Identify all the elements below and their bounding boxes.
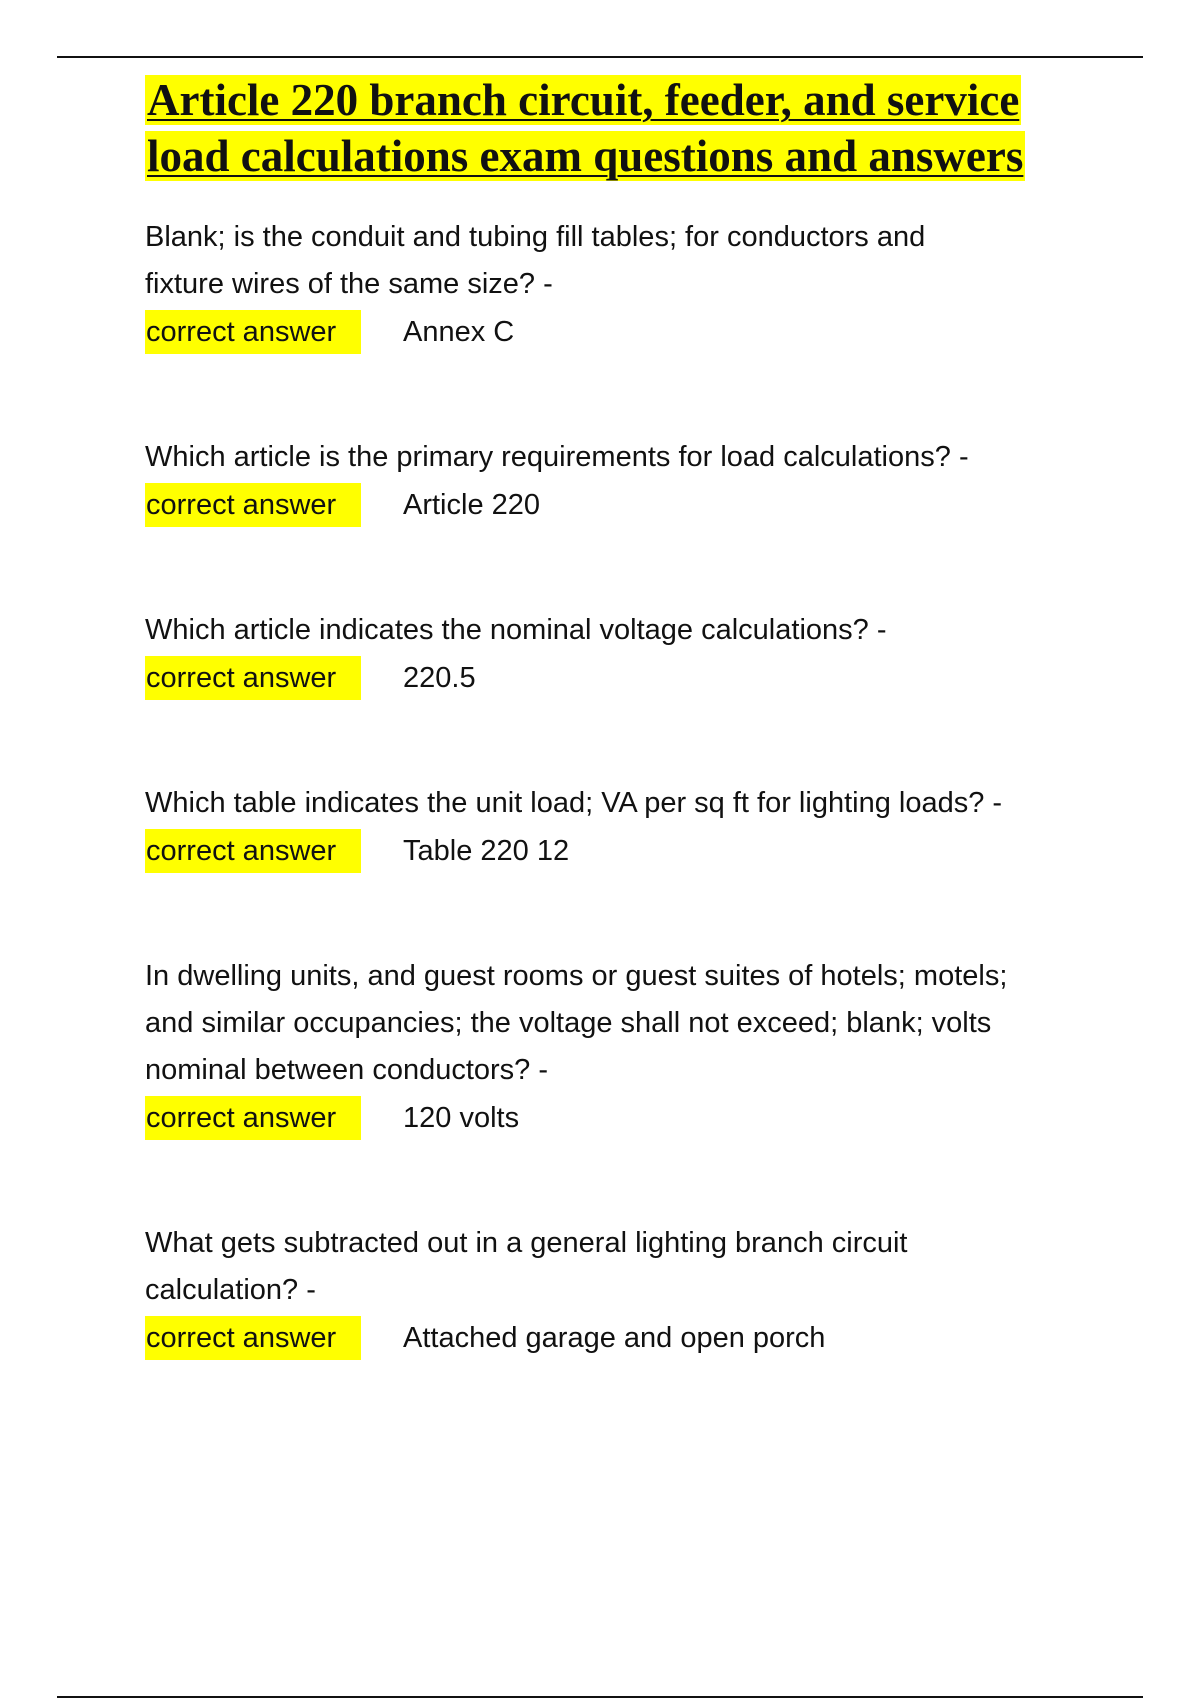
qa-item <box>145 607 1105 700</box>
question-text <box>145 953 1105 1094</box>
answer-row <box>145 829 1105 873</box>
question-line: What gets subtracted out in a general lighting branch circuit <box>145 1227 908 1259</box>
qa-item <box>145 780 1105 873</box>
answer-row <box>145 1096 1105 1140</box>
question-line: In dwelling units, and guest rooms or guest suites of hotels; motels; <box>145 960 1008 992</box>
question-line: and similar occupancies; the voltage shall not exceed; blank; volts <box>145 1007 992 1039</box>
answer-label: correct answer <box>145 310 361 354</box>
answer-text: 220.5 <box>403 662 476 694</box>
qa-item <box>145 953 1105 1140</box>
title-line-1: Article 220 branch circuit, feeder, and service <box>147 75 1020 125</box>
answer-text: Attached garage and open porch <box>403 1322 826 1354</box>
answer-text: Table 220 12 <box>403 835 570 867</box>
answer-row <box>145 1316 1105 1360</box>
answer-label: correct answer <box>145 483 361 527</box>
question-text <box>145 434 1105 481</box>
qa-item <box>145 434 1105 527</box>
answer-row <box>145 483 1105 527</box>
answer-row <box>145 656 1105 700</box>
question-line: nominal between conductors? - <box>145 1054 549 1086</box>
document-body <box>145 72 1105 1440</box>
answer-row <box>145 310 1105 354</box>
bottom-rule <box>57 1696 1143 1698</box>
question-line: Blank; is the conduit and tubing fill tables; for conductors and <box>145 221 926 253</box>
question-text <box>145 214 1105 308</box>
answer-label: correct answer <box>145 656 361 700</box>
question-text <box>145 1220 1105 1314</box>
answer-label: correct answer <box>145 1096 361 1140</box>
qa-list <box>145 214 1105 1360</box>
question-line: fixture wires of the same size? - <box>145 268 553 300</box>
answer-text: 120 volts <box>403 1102 520 1134</box>
question-line: Which article is the primary requirements for load calculations? - <box>145 441 969 473</box>
top-rule <box>57 56 1143 58</box>
title-line-2: load calculations exam questions and answers <box>147 131 1024 181</box>
question-line: Which table indicates the unit load; VA per sq ft for lighting loads? - <box>145 787 1003 819</box>
question-line: calculation? - <box>145 1274 316 1306</box>
answer-text: Annex C <box>403 316 515 348</box>
answer-label: correct answer <box>145 1316 361 1360</box>
question-text <box>145 780 1105 827</box>
answer-label: correct answer <box>145 829 361 873</box>
answer-text: Article 220 <box>403 489 541 521</box>
qa-item <box>145 214 1105 354</box>
question-line: Which article indicates the nominal voltage calculations? - <box>145 614 887 646</box>
page-title <box>145 72 1105 184</box>
qa-item <box>145 1220 1105 1360</box>
question-text <box>145 607 1105 654</box>
